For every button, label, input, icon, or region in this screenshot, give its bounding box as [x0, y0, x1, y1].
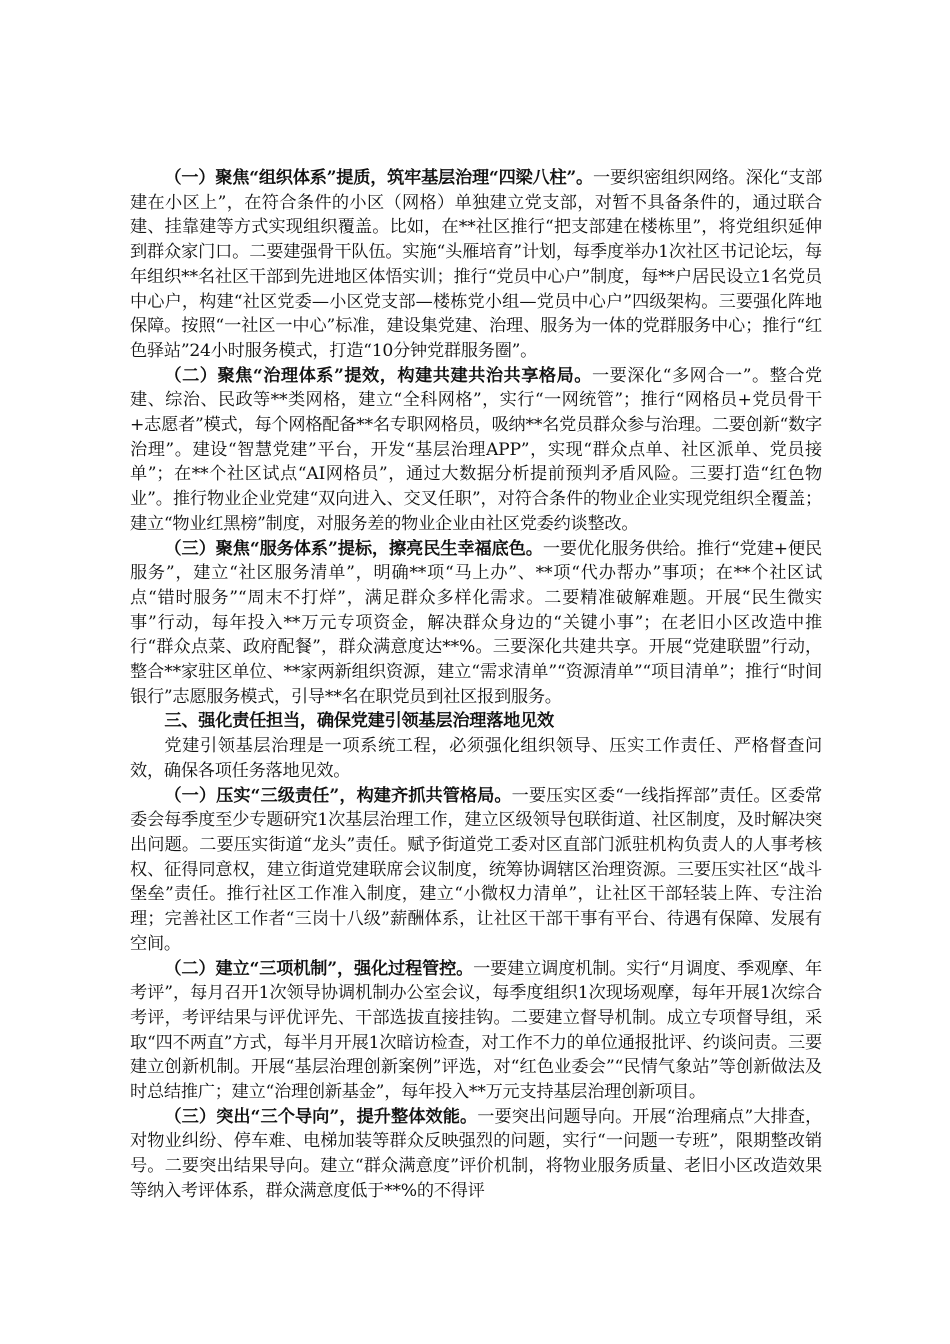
paragraph-three-orientations: [130, 1105, 822, 1204]
paragraph-three-mechanisms: [130, 957, 822, 1105]
paragraph-section-intro: [130, 734, 822, 783]
paragraph-text: 一要深化“多网合一”。整合党建、综治、民政等**类网格，建立“全科网格”，实行“一网统管”；推行“网格员+党员骨干+志愿者”模式，每个网格配备**名专职网格员，吸纳**名党员群众参与治理。二要创新“数字治理”。建设“智慧党建”平台，开发“基层治理APP”，实现“群众点单、社区派单、党员接单”；在**个社区试点“AI网格员”，通过大数据分析提前预判矛盾风险。三要打造“红色物业”。推行物业企业党建“双向进入、交叉任职”，对符合条件的物业企业实现党组织全覆盖；建立“物业红黑榜”制度，对服务差的物业企业由社区党委约谈整改。: [130, 365, 822, 534]
paragraph-text: 一要压实区委“一线指挥部”责任。区委常委会每季度至少专题研究1次基层治理工作，建立区级领导包联街道、社区制度，及时解决突出问题。二要压实街道“龙头”责任。赋予街道党工委对区直部门派驻机构负责人的人事考核权、征得同意权，建立街道党建联席会议制度，统筹协调辖区治理资源。三要压实社区“战斗堡垒”责任。推行社区工作准入制度，建立“小微权力清单”，让社区干部轻装上阵、专注治理；完善社区工作者“三岗十八级”薪酬体系，让社区干部干事有平台、待遇有保障、发展有空间。: [130, 785, 822, 954]
paragraph-lead-heading: （三）聚焦“服务体系”提标，擦亮民生幸福底色。: [164, 538, 543, 559]
paragraph-lead-heading: （三）突出“三个导向”，提升整体效能。: [164, 1106, 478, 1127]
paragraph-text: 一要优化服务供给。推行“党建+便民服务”，建立“社区服务清单”，明确**项“马上办”、**项“代办帮办”事项；在**个社区试点“错时服务”“周末不打烊”，满足群众多样化需求。二要精准破解难题。开展“民生微实事”行动，每年投入**万元专项资金，解决群众身边的“关键小事”；在老旧小区改造中推行“群众点菜、政府配餐”，群众满意度达**%。三要深化共建共享。开展“党建联盟”行动，整合**家驻区单位、**家两新组织资源，建立“需求清单”“资源清单”“项目清单”；推行“时间银行”志愿服务模式，引导**名在职党员到社区报到服务。: [130, 538, 822, 707]
paragraph-service-system: [130, 537, 822, 710]
document-body: [130, 166, 822, 1204]
paragraph-governance-system: [130, 364, 822, 537]
paragraph-text: 党建引领基层治理是一项系统工程，必须强化组织领导、压实工作责任、严格督查问效，确保各项任务落地见效。: [130, 736, 822, 781]
paragraph-text: 一要突出问题导向。开展“治理痛点”大排查，对物业纠纷、停车难、电梯加装等群众反映强烈的问题，实行“一问题一专班”，限期整改销号。二要突出结果导向。建立“群众满意度”评价机制，将物业服务质量、老旧小区改造效果等纳入考评体系，群众满意度低于**%的不得评: [130, 1106, 823, 1201]
paragraph-three-level-responsibility: [130, 784, 822, 957]
paragraph-lead-heading: （二）聚焦“治理体系”提效，构建共建共治共享格局。: [164, 365, 592, 386]
paragraph-organization-system: [130, 166, 822, 364]
section-heading-three: 三、强化责任担当，确保党建引领基层治理落地见效: [164, 711, 554, 732]
paragraph-lead-heading: （一）聚焦“组织体系”提质，筑牢基层治理“四梁八柱”。: [164, 168, 594, 188]
paragraph-text: 一要织密组织网络。深化“支部建在小区上”，在符合条件的小区（网格）单独建立党支部，对暂不具备条件的，通过联合建、挂靠建等方式实现组织覆盖。比如，在**社区推行“把支部建在楼栋里”，将党组织延伸到群众家门口。二要建强骨干队伍。实施“头雁培育”计划，每季度举办1次社区书记论坛，每年组织**名社区干部到先进地区体悟实训；推行“党员中心户”制度，每**户居民设立1名党员中心户，构建“社区党委—小区党支部—楼栋党小组—党员中心户”四级架构。三要强化阵地保障。按照“一社区一中心”标准，建设集党建、治理、服务为一体的党群服务中心；推行“红色驿站”24小时服务模式，打造“10分钟党群服务圈”。: [130, 168, 823, 361]
paragraph-text: 一要建立调度机制。实行“月调度、季观摩、年考评”，每月召开1次领导协调机制办公室会议，每季度组织1次现场观摩，每年开展1次综合考评，考评结果与评优评先、干部选拔直接挂钩。二要建立督导机制。成立专项督导组，采取“四不两直”方式，每半月开展1次暗访检查，对工作不力的单位通报批评、约谈问责。三要建立创新机制。开展“基层治理创新案例”评选，对“红色业委会”“民情气象站”等创新做法及时总结推广；建立“治理创新基金”，每年投入**万元支持基层治理创新项目。: [130, 958, 822, 1103]
paragraph-lead-heading: （二）建立“三项机制”，强化过程管控。: [164, 958, 474, 979]
paragraph-lead-heading: （一）压实“三级责任”，构建齐抓共管格局。: [164, 785, 512, 806]
